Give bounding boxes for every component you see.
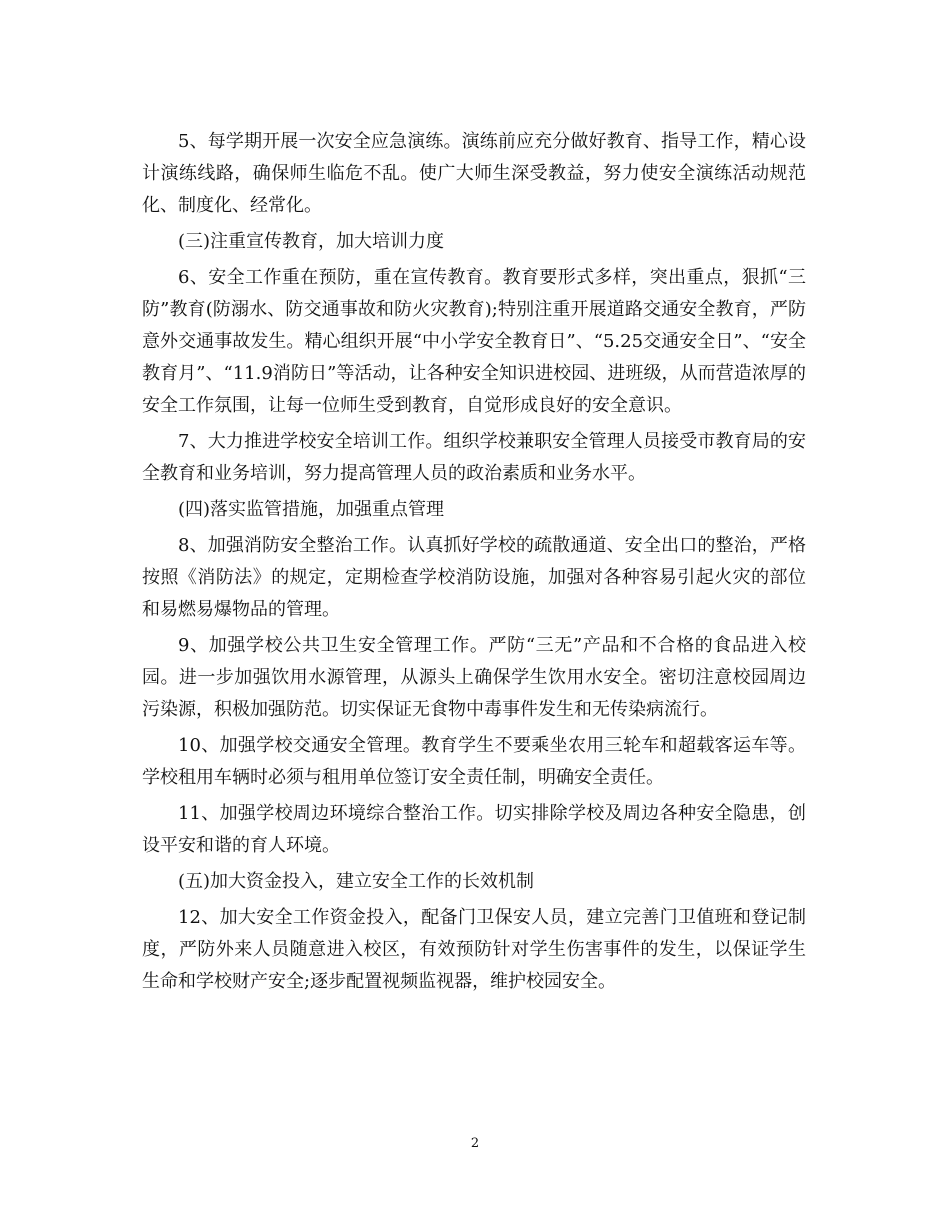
paragraph-7: 7、大力推进学校安全培训工作。组织学校兼职安全管理人员接受市教育局的安全教育和业务培训，努力提高管理人员的政治素质和业务水平。 (142, 431, 806, 484)
paragraph-8: 8、加强消防安全整治工作。认真抓好学校的疏散通道、安全出口的整治，严格按照《消防法》的规定，定期检查学校消防设施，加强对各种容易引起火灾的部位和易燃易爆物品的管理。 (142, 535, 806, 620)
paragraph-6: 6、安全工作重在预防，重在宣传教育。教育要形式多样，突出重点，狠抓“三防”教育(防溺水、防交通事故和防火灾教育);特别注重开展道路交通安全教育，严防意外交通事故发生。精心组织开展“中小学安全教育日”、“5.25交通安全日”、“安全教育月”、“11.9消防日”等活动，让各种安全知识进校园、进班级，从而营造浓厚的安全工作氛围，让每一位师生受到教育，自觉形成良好的安全意识。 (142, 267, 806, 416)
section-heading-3: (三)注重宣传教育，加大培训力度 (178, 231, 445, 252)
paragraph-9: 9、加强学校公共卫生安全管理工作。严防“三无”产品和不合格的食品进入校园。进一步加强饮用水源管理，从源头上确保学生饮用水安全。密切注意校园周边污染源，积极加强防范。切实保证无食物中毒事件发生和无传染病流行。 (142, 635, 806, 720)
paragraph-5: 5、每学期开展一次安全应急演练。演练前应充分做好教育、指导工作，精心设计演练线路，确保师生临危不乱。使广大师生深受教益，努力使安全演练活动规范化、制度化、经常化。 (142, 131, 806, 216)
paragraph-10: 10、加强学校交通安全管理。教育学生不要乘坐农用三轮车和超载客运车等。学校租用车辆时必须与租用单位签订安全责任制，明确安全责任。 (142, 735, 806, 788)
paragraph-11: 11、加强学校周边环境综合整治工作。切实排除学校及周边各种安全隐患，创设平安和谐的育人环境。 (142, 803, 806, 856)
body-text (142, 126, 806, 1002)
section-heading-4: (四)落实监管措施，加强重点管理 (178, 499, 445, 520)
section-heading-5: (五)加大资金投入，建立安全工作的长效机制 (178, 871, 535, 892)
paragraph-12: 12、加大安全工作资金投入，配备门卫保安人员，建立完善门卫值班和登记制度，严防外来人员随意进入校区，有效预防针对学生伤害事件的发生，以保证学生生命和学校财产安全;逐步配置视频监视器，维护校园安全。 (142, 907, 806, 992)
page-number: 2 (470, 1136, 480, 1151)
